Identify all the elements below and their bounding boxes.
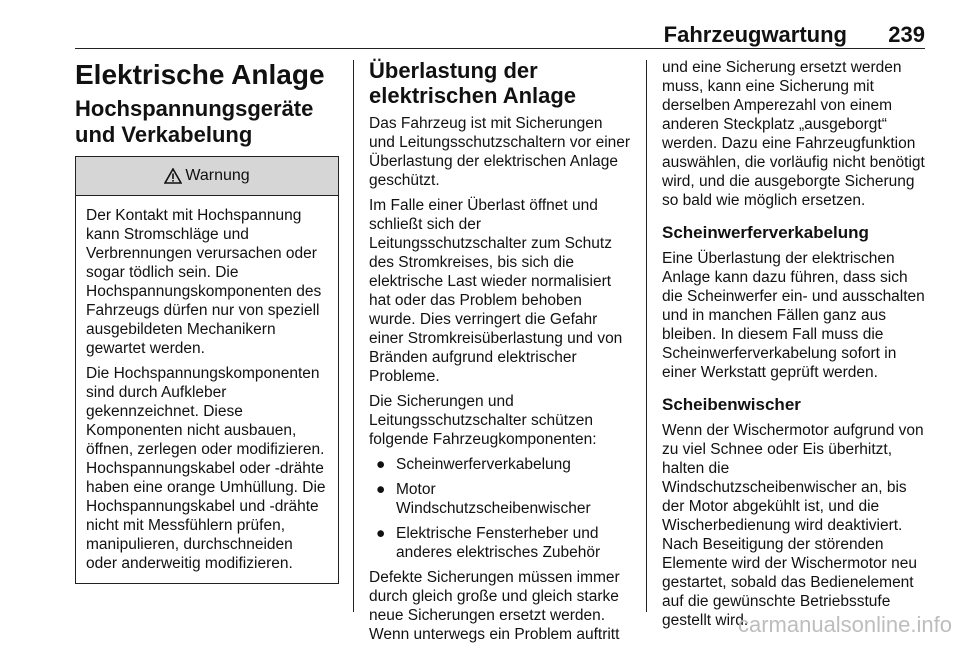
- warning-body: [76, 196, 338, 583]
- running-title: Fahrzeugwartung: [663, 22, 847, 47]
- warning-paragraph-1: Der Kontakt mit Hochspannung kann Stromschläge und Verbrennungen verursachen oder sogar tödlich sein. Die Hochspannungskomponenten des Fahrzeugs dürfen nur von speziell ausgebildeten Mechanikern gewartet werden.: [86, 207, 322, 357]
- column-divider-right: [646, 60, 647, 612]
- warning-box: [75, 156, 339, 584]
- warning-triangle-icon: [164, 168, 182, 184]
- page-header: [75, 0, 925, 49]
- section-heading-high-voltage: Hochspannungsgeräte und Verkabelung: [75, 96, 314, 147]
- list-item: ● Motor Windschutzscheibenwischer: [376, 481, 591, 517]
- column-left: [75, 58, 339, 584]
- component-list: [369, 455, 631, 562]
- paragraph: Eine Überlastung der elektrischen Anlage kann dazu führen, dass sich die Scheinwerfer ein- und ausschalten und in manchen Fällen ganz aus bleiben. In diesem Fall muss die Scheinwerferverkabelung sofort in einer Werkstatt geprüft werden.: [662, 250, 925, 381]
- paragraph: Wenn der Wischermotor aufgrund von zu viel Schnee oder Eis überhitzt, halten die Windschutzscheibenwischer an, bis der Motor abgekühlt ist, und die Wischerbedienung wird deaktiviert. Nach Beseitigung der störenden Elemente wird der Wischermotor neu gestartet, sobald das Bedienelement auf die gewünschte Betriebsstufe gestellt wird.: [662, 422, 924, 629]
- section-heading-overload: Überlastung der elektrischen Anlage: [369, 58, 577, 108]
- paragraph: Die Sicherungen und Leitungsschutzschalter schützen folgende Fahrzeugkomponenten:: [369, 393, 597, 448]
- paragraph: Im Falle einer Überlast öffnet und schließt sich der Leitungsschutzschalter zum Schutz des Stromkreises, bis sich die elektrische Last wieder normalisiert hat oder das Problem behoben wurde. Dies verringert die Gefahr einer Stromkreisüberlastung und von Bränden aufgrund elektrischer Probleme.: [369, 197, 623, 385]
- subheading-wipers: Scheibenwischer: [662, 395, 801, 414]
- list-item: ● Scheinwerferverkabelung: [376, 456, 571, 473]
- list-item: ● Elektrische Fensterheber und anderes elektrisches Zubehör: [376, 525, 601, 561]
- subheading-headlamp-wiring: Scheinwerferverkabelung: [662, 223, 869, 242]
- bullet-icon: ●: [376, 456, 386, 473]
- warning-header: [76, 157, 338, 196]
- bullet-icon: ●: [376, 481, 386, 498]
- page-number: 239: [888, 22, 925, 47]
- bullet-icon: ●: [376, 525, 386, 542]
- column-divider-left: [353, 60, 354, 612]
- warning-title: Warnung: [185, 167, 250, 184]
- paragraph: Das Fahrzeug ist mit Sicherungen und Leitungsschutzschaltern vor einer Überlastung der elektrischen Anlage geschützt.: [369, 115, 631, 189]
- paragraph: und eine Sicherung ersetzt werden muss, kann eine Sicherung mit derselben Amperezahl von einem anderen Steckplatz „ausgeborgt“ werden. Dazu eine Fahrzeugfunktion auswählen, die vorläufig nicht benötigt wird, und die ausgeborgte Sicherung so bald wie möglich ersetzen.: [662, 59, 925, 209]
- watermark: carmanualsonline.info: [737, 612, 952, 637]
- chapter-heading: Elektrische Anlage: [75, 59, 325, 90]
- warning-paragraph-2: Die Hochspannungskomponenten sind durch Aufkleber gekennzeichnet. Diese Komponenten nicht ausbauen, öffnen, zerlegen oder modifizieren. Hochspannungskabel oder -drähte haben eine orange Umhüllung. Die Hochspannungskabel und -drähte nicht mit Messfühlern prüfen, manipulieren, durchschneiden oder anderweitig modifizieren.: [86, 365, 326, 572]
- column-right: [662, 58, 926, 636]
- column-middle: [369, 58, 631, 650]
- paragraph: Defekte Sicherungen müssen immer durch gleich große und gleich starke neue Sicherungen ersetzt werden. Wenn unterwegs ein Problem auftritt: [369, 569, 620, 643]
